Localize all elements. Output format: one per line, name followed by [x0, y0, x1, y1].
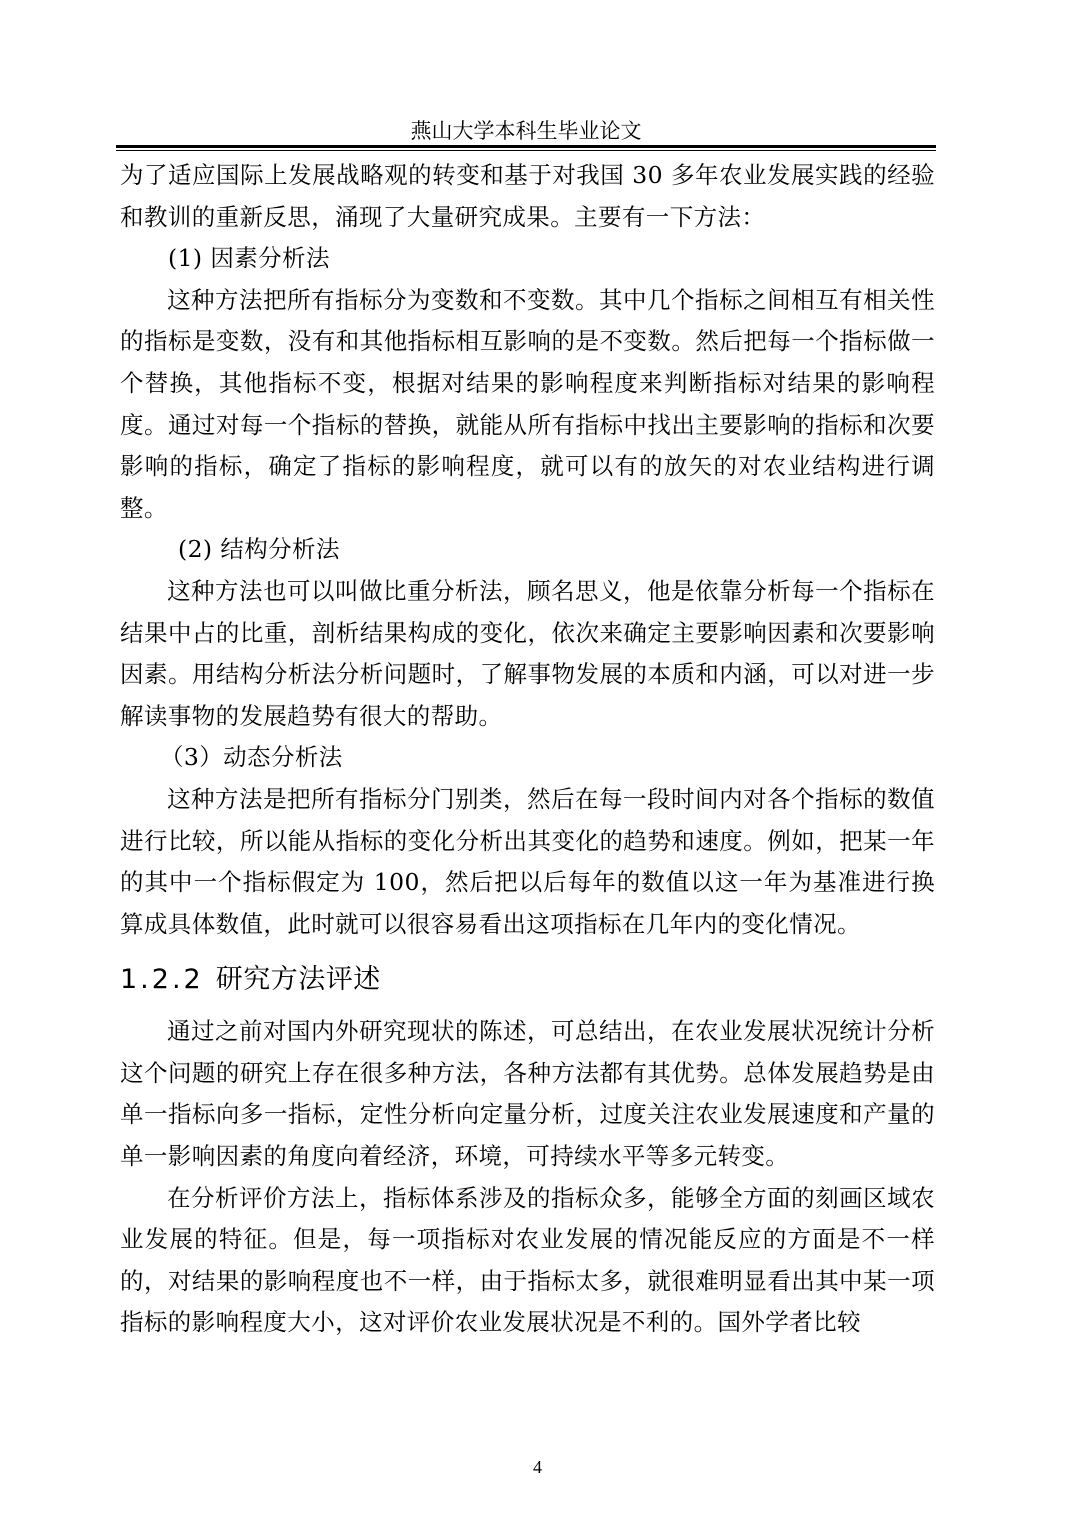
method-heading-structure-analysis: (2) 结构分析法	[178, 535, 340, 564]
page-number: 4	[533, 1457, 542, 1477]
paragraph-factor-analysis: 这种方法把所有指标分为变数和不变数。其中几个指标之间相互有相关性的指标是变数，没有和其他指标相互影响的是不变数。然后把每一个指标做一个替换，其他指标不变，根据对结果的影响程度来判断指标对结果的影响程度。通过对每一个指标的替换，就能从所有指标中找出主要影响的指标和次要影响的指标，确定了指标的影响程度，就可以有的放矢的对农业结构进行调整。	[120, 285, 935, 522]
header-rule-thick	[116, 145, 936, 148]
page-body	[120, 155, 935, 1344]
paragraph-dynamic-analysis: 这种方法是把所有指标分门别类，然后在每一段时间内对各个指标的数值进行比较，所以能从指标的变化分析出其变化的趋势和速度。例如，把某一年的其中一个指标假定为 100，然后把以后每年的数值以这一年为基准进行换算成具体数值，此时就可以很容易看出这项指标在几年内的变化情况。	[120, 784, 935, 938]
method-heading-dynamic-analysis: （3）动态分析法	[160, 743, 343, 772]
paragraph-structure-analysis: 这种方法也可以叫做比重分析法，顾名思义，他是依靠分析每一个指标在结果中占的比重，剖析结果构成的变化，依次来确定主要影响因素和次要影响因素。用结构分析法分析问题时，了解事物发展的本质和内涵，可以对进一步解读事物的发展趋势有很大的帮助。	[120, 576, 935, 730]
method-heading-factor-analysis: (1) 因素分析法	[168, 244, 330, 273]
running-header: 燕山大学本科生毕业论文	[410, 119, 642, 143]
paragraph-review-summary: 通过之前对国内外研究现状的陈述，可总结出，在农业发展状况统计分析这个问题的研究上存在很多种方法，各种方法都有其优势。总体发展趋势是由单一指标向多一指标，定性分析向定量分析，过度关注农业发展速度和产量的单一影响因素的角度向着经济，环境，可持续水平等多元转变。	[120, 1017, 935, 1171]
paragraph-intro: 为了适应国际上发展战略观的转变和基于对我国 30 多年农业发展实践的经验和教训的重新反思，涌现了大量研究成果。主要有一下方法：	[120, 161, 935, 231]
section-number: 1.2.2	[120, 964, 204, 996]
paragraph-review-evaluation: 在分析评价方法上，指标体系涉及的指标众多，能够全方面的刻画区域农业发展的特征。但是，每一项指标对农业发展的情况能反应的方面是不一样的，对结果的影响程度也不一样，由于指标太多，就很难明显看出其中某一项指标的影响程度大小，这对评价农业发展状况是不利的。国外学者比较	[120, 1183, 935, 1337]
section-heading	[120, 955, 935, 1005]
section-title: 研究方法评述	[215, 964, 381, 996]
header-rule-thin	[116, 150, 936, 151]
